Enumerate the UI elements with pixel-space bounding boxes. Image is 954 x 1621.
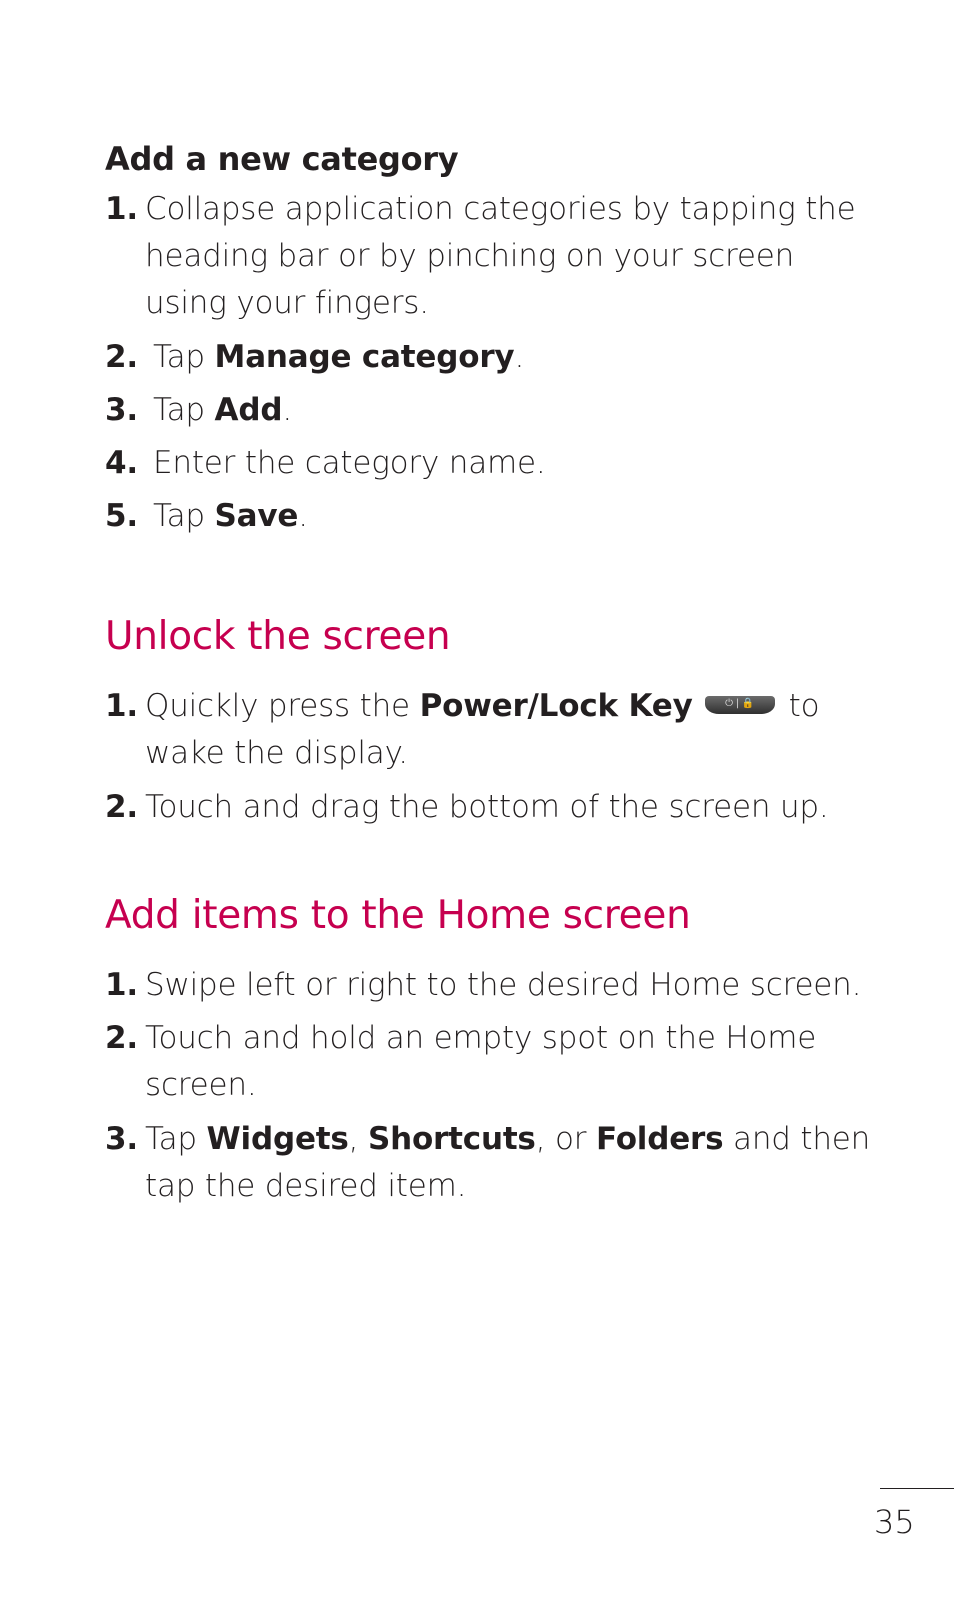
step-text: Touch and drag the bottom of the screen up.: [145, 789, 829, 825]
step-text-prefix: Tap: [153, 498, 215, 534]
step-text-prefix: Tap: [145, 1121, 207, 1157]
step-text: Collapse application categories by tapping the heading bar or by pinching on your screen using your fingers.: [145, 191, 856, 321]
separator: , or: [535, 1121, 596, 1157]
step-text-prefix: Quickly press the: [145, 688, 420, 724]
unlock-steps: [105, 683, 885, 831]
list-item: [105, 493, 885, 540]
list-item: [105, 1015, 885, 1109]
unlock-screen-title: Unlock the screen: [105, 614, 451, 659]
list-item: [105, 962, 885, 1009]
step-number: 2.: [105, 1020, 138, 1056]
power-lock-key-icon: [705, 696, 775, 714]
step-text-suffix: and then tap the desired item.: [145, 1121, 871, 1204]
list-item: [105, 186, 885, 327]
shortcuts-bold: Shortcuts: [367, 1121, 536, 1157]
step-text-bold: Manage category: [214, 339, 515, 375]
add-items-steps: [105, 962, 885, 1210]
step-text-bold: Power/Lock Key: [419, 688, 693, 724]
power-lock-key-glyph: ⏻ | 🔒: [725, 697, 755, 709]
list-item: [105, 1116, 885, 1210]
step-number: 2.: [105, 339, 138, 375]
widgets-bold: Widgets: [206, 1121, 349, 1157]
step-number: 1.: [105, 191, 138, 227]
list-item: [105, 683, 885, 777]
step-text-bold: Add: [214, 392, 283, 428]
step-text-suffix: .: [282, 392, 292, 428]
footer-rule: [880, 1488, 954, 1489]
step-number: 5.: [105, 498, 138, 534]
list-item: [105, 387, 885, 434]
step-text: Enter the category name.: [153, 445, 546, 481]
step-text-suffix: .: [514, 339, 525, 375]
step-number: 4.: [105, 445, 138, 481]
list-item: [105, 334, 885, 381]
list-item: [105, 784, 885, 831]
step-number: 1.: [105, 967, 138, 1003]
step-number: 3.: [105, 392, 138, 428]
step-text-prefix: Tap: [153, 392, 215, 428]
add-category-heading: Add a new category: [105, 140, 459, 178]
step-number: 1.: [105, 688, 138, 724]
page-number: 35: [874, 1503, 915, 1541]
separator: ,: [348, 1121, 368, 1157]
step-text: Touch and hold an empty spot on the Home screen.: [145, 1020, 817, 1103]
folders-bold: Folders: [595, 1121, 724, 1157]
step-text: Swipe left or right to the desired Home screen.: [145, 967, 862, 1003]
step-number: 2.: [105, 789, 138, 825]
list-item: [105, 440, 885, 487]
add-category-steps: [105, 186, 885, 540]
step-number: 3.: [105, 1121, 138, 1157]
step-text-suffix: .: [298, 498, 308, 534]
step-text-suffix: to wake the display.: [145, 688, 820, 771]
step-text-prefix: Tap: [153, 339, 215, 375]
add-items-title: Add items to the Home screen: [105, 893, 691, 938]
step-text-bold: Save: [214, 498, 299, 534]
